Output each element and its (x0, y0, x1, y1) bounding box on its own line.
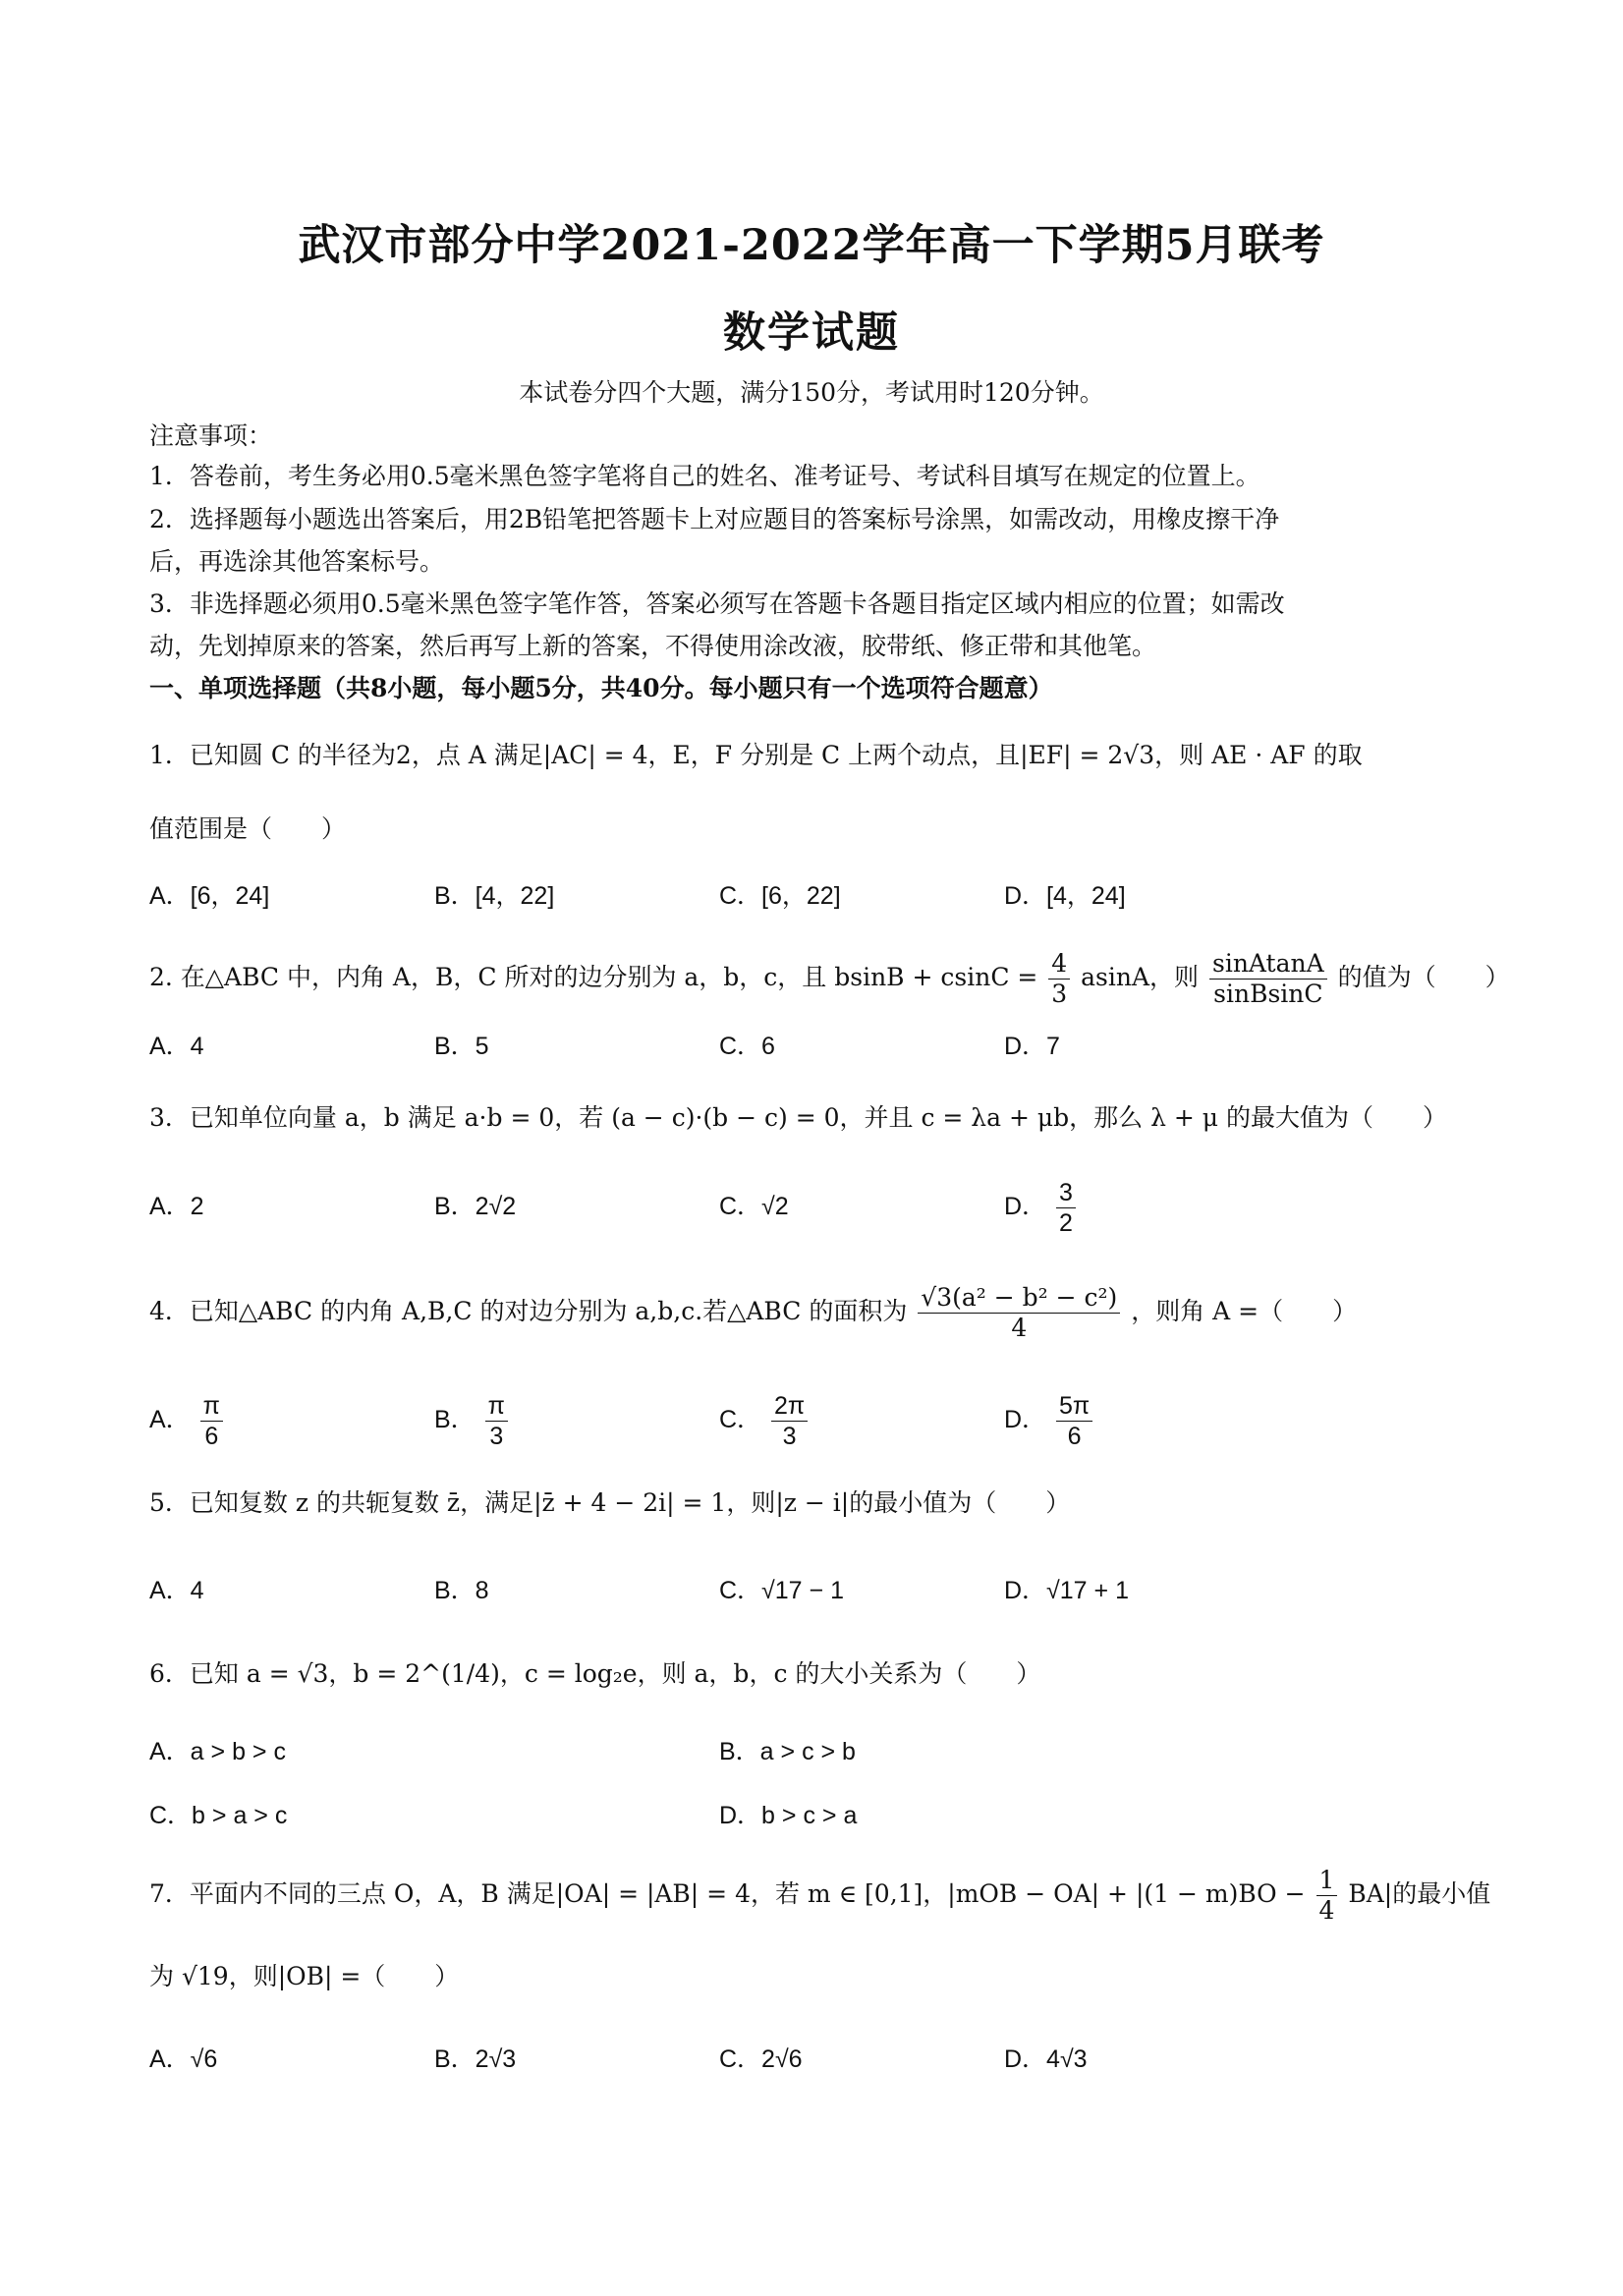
q1-option-c: C．[6，22] (719, 882, 841, 910)
q7-option-a: A．√6 (149, 2045, 218, 2073)
q7-option-d: D．4√3 (1004, 2045, 1088, 2073)
q4-fraction (918, 1283, 1120, 1343)
note-2b: 后，再选涂其他答案标号。 (149, 547, 445, 576)
q3-option-a: A．2 (149, 1193, 204, 1220)
note-2a: 2．选择题每小题选出答案后，用2B铅笔把答题卡上对应题目的答案标号涂黑，如需改动，用橡皮擦干净 (149, 505, 1280, 533)
q4-b-den: 3 (489, 1422, 504, 1450)
q2-f1-num: 4 (1048, 949, 1070, 980)
q1-option-a: A．[6，24] (149, 882, 270, 910)
q7-post: BA|的最小值 (1348, 1879, 1491, 1908)
q4-pre: 4．已知△ABC 的内角 A,B,C 的对边分别为 a,b,c.若△ABC 的面积为 (149, 1297, 908, 1325)
q2-post: 的值为（ ） (1337, 963, 1510, 991)
q1-option-b: B．[4，22] (434, 882, 555, 910)
question-7-text-cont: 为 √19，则|OB| =（ ） (149, 1962, 460, 1990)
q4-c-fraction (771, 1391, 808, 1451)
q3-option-d (1004, 1167, 1079, 1246)
q2-mid: asinA，则 (1081, 963, 1200, 991)
q6-option-b: B．a > c > b (719, 1738, 856, 1765)
q3-option-b: B．2√2 (434, 1193, 517, 1220)
q4-a-fraction (200, 1391, 223, 1451)
q7-pre: 7．平面内不同的三点 O，A，B 满足|OA| = |AB| = 4，若 m ∈ [0,1]，|mOB − OA| + |(1 − m)BO − (149, 1879, 1306, 1908)
exam-info: 本试卷分四个大题，满分150分，考试用时120分钟。 (519, 378, 1104, 407)
q7-option-c: C．2√6 (719, 2045, 803, 2073)
q6-option-a: A．a > b > c (149, 1738, 286, 1765)
question-1-text: 1．已知圆 C 的半径为2，点 A 满足|AC| = 4，E，F 分别是 C 上两个动点，且|EF| = 2√3，则 AE · AF 的取 (149, 741, 1363, 769)
q2-fraction-2 (1209, 949, 1327, 1009)
q2-f2-num: sinAtanA (1209, 949, 1327, 980)
question-1-text-cont: 值范围是（ ） (149, 814, 347, 843)
q5-option-c: C．√17 − 1 (719, 1577, 844, 1604)
q2-fraction-1 (1048, 949, 1070, 1009)
q4-a-den: 6 (204, 1422, 219, 1450)
exam-title: 武汉市部分中学2021-2022学年高一下学期5月联考 (298, 221, 1325, 270)
question-5-text: 5．已知复数 z 的共轭复数 z̄，满足|z̄ + 4 − 2i| = 1，则|z − i|的最小值为（ ） (149, 1488, 1071, 1517)
q5-option-d: D．√17 + 1 (1004, 1577, 1129, 1604)
q4-f-num: √3(a² − b² − c²) (918, 1283, 1120, 1314)
q2-option-b: B．5 (434, 1033, 489, 1060)
q4-c-label: C． (719, 1406, 762, 1433)
q6-option-c: C．b > a > c (149, 1802, 288, 1829)
q4-option-a (149, 1380, 226, 1459)
q2-f2-den: sinBsinC (1213, 980, 1323, 1008)
q4-b-num: π (485, 1391, 508, 1422)
note-1: 1．答卷前，考生务必用0.5毫米黑色签字笔将自己的姓名、准考证号、考试科目填写在规定的位置上。 (149, 462, 1260, 490)
q5-option-a: A．4 (149, 1577, 204, 1604)
q4-option-b (434, 1380, 511, 1459)
q2-option-c: C．6 (719, 1033, 775, 1060)
q7-option-b: B．2√3 (434, 2045, 517, 2073)
exam-subtitle: 数学试题 (723, 308, 900, 358)
q4-a-label: A． (149, 1406, 191, 1433)
note-3b: 动，先划掉原来的答案，然后再写上新的答案，不得使用涂改液，胶带纸、修正带和其他笔。 (149, 632, 1157, 660)
q7-fraction (1316, 1866, 1338, 1926)
q4-d-fraction (1056, 1391, 1092, 1451)
q5-option-b: B．8 (434, 1577, 489, 1604)
q4-post: ，则角 A =（ ） (1131, 1297, 1358, 1325)
q7-f-num: 1 (1316, 1866, 1338, 1896)
q3-d-num: 3 (1056, 1178, 1076, 1208)
q3-d-fraction (1056, 1178, 1076, 1238)
question-3-text: 3．已知单位向量 a，b 满足 a·b = 0，若 (a − c)·(b − c) = 0，并且 c = λa + μb，那么 λ + μ 的最大值为（ ） (149, 1103, 1447, 1132)
q3-option-c: C．√2 (719, 1193, 789, 1220)
q2-option-a: A．4 (149, 1033, 204, 1060)
q3-d-label: D． (1004, 1193, 1047, 1220)
q4-d-num: 5π (1056, 1391, 1092, 1422)
q2-pre: 2. 在△ABC 中，内角 A，B，C 所对的边分别为 a，b，c，且 bsinB + csinC = (149, 963, 1038, 991)
question-2-text (149, 938, 1510, 1017)
note-3a: 3．非选择题必须用0.5毫米黑色签字笔作答，答案必须写在答题卡各题目指定区域内相应的位置；如需改 (149, 589, 1285, 618)
question-6-text: 6．已知 a = √3，b = 2^(1/4)，c = log₂e，则 a，b，c 的大小关系为（ ） (149, 1659, 1041, 1688)
q4-c-num: 2π (771, 1391, 808, 1422)
q4-c-den: 3 (782, 1422, 797, 1450)
notes-heading: 注意事项： (149, 421, 273, 450)
q4-option-d (1004, 1380, 1095, 1459)
question-7-text (149, 1855, 1491, 1933)
q2-f1-den: 3 (1051, 980, 1068, 1008)
q4-a-num: π (200, 1391, 223, 1422)
section-1-heading: 一、单项选择题（共8小题，每小题5分，共40分。每小题只有一个选项符合题意） (149, 674, 1053, 702)
q4-d-label: D． (1004, 1406, 1047, 1433)
q1-option-d: D．[4，24] (1004, 882, 1126, 910)
question-4-text (149, 1272, 1485, 1351)
q4-b-fraction (485, 1391, 508, 1451)
q4-option-c (719, 1380, 811, 1459)
q7-f-den: 4 (1318, 1896, 1335, 1925)
q4-b-label: B． (434, 1406, 476, 1433)
q6-option-d: D．b > c > a (719, 1802, 858, 1829)
q4-f-den: 4 (1011, 1314, 1028, 1342)
q3-d-den: 2 (1059, 1208, 1073, 1237)
q4-d-den: 6 (1067, 1422, 1082, 1450)
q2-option-d: D．7 (1004, 1033, 1060, 1060)
